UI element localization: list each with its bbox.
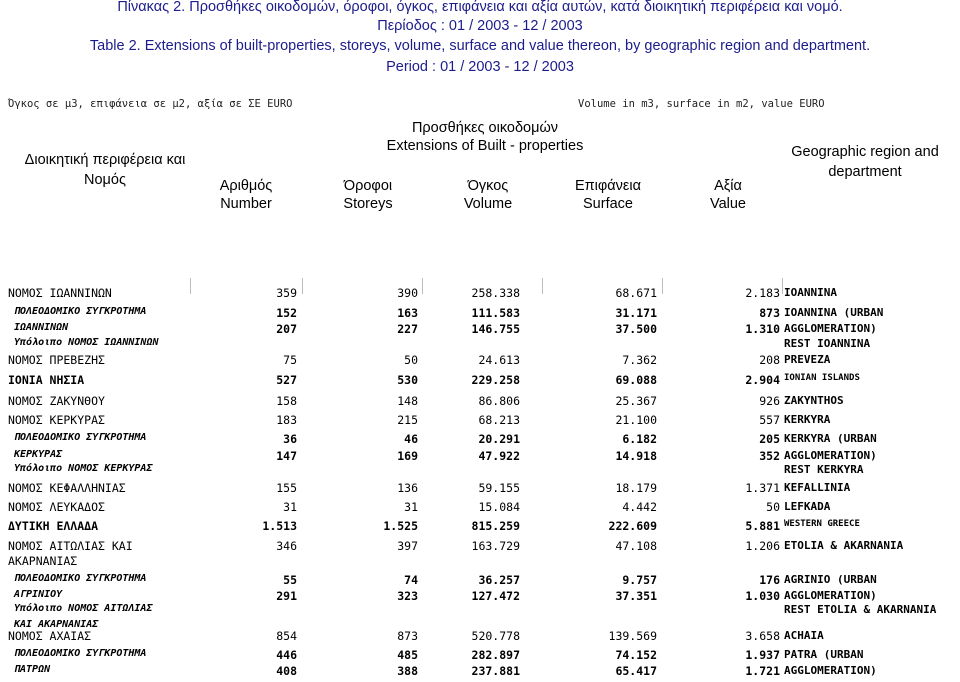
row-label-english: IOANNINA <box>784 286 837 299</box>
row-label: ΙΩΑΝΝΙΝΩΝ <box>14 322 69 333</box>
row-label: ΝΟΜΟΣ ΠΡΕΒΕΖΗΣ <box>8 353 105 367</box>
cell-value: 557 <box>759 413 780 427</box>
value-header-greek: Αξία <box>714 178 742 194</box>
row-label: Υπόλοιπο ΝΟΜΟΣ ΚΕΡΚΥΡΑΣ <box>14 463 153 474</box>
cell-number: 36 <box>283 432 297 446</box>
cell-number: 31 <box>283 500 297 514</box>
row-label-english: REST KERKYRA <box>784 463 864 476</box>
cell-value: 205 <box>759 432 780 446</box>
cell-volume: 36.257 <box>478 573 520 587</box>
cell-value: 5.881 <box>745 519 780 533</box>
cell-number: 291 <box>276 589 297 603</box>
cell-storeys: 136 <box>397 481 418 495</box>
table-row <box>0 432 960 450</box>
cell-number: 155 <box>276 481 297 495</box>
surface-header-english: Surface <box>583 196 633 212</box>
cell-number: 183 <box>276 413 297 427</box>
cell-surface: 139.569 <box>608 629 657 643</box>
cell-value: 3.658 <box>745 629 780 643</box>
cell-number: 854 <box>276 629 297 643</box>
cell-value: 1.937 <box>745 648 780 662</box>
cell-value: 926 <box>759 394 780 408</box>
row-label: ΔΥΤΙΚΗ ΕΛΛΑΔΑ <box>8 519 99 533</box>
period-greek: Περίοδος : 01 / 2003 - 12 / 2003 <box>377 18 583 34</box>
cell-volume: 520.778 <box>471 629 520 643</box>
cell-storeys: 50 <box>404 353 418 367</box>
cell-surface: 74.152 <box>615 648 657 662</box>
cell-value: 2.904 <box>745 373 780 387</box>
cell-volume: 47.922 <box>478 449 520 463</box>
cell-value: 176 <box>759 573 780 587</box>
row-label: ΠΑΤΡΩΝ <box>14 664 51 675</box>
table-row <box>0 394 960 412</box>
cell-number: 75 <box>283 353 297 367</box>
cell-surface: 37.351 <box>615 589 657 603</box>
cell-value: 50 <box>766 500 780 514</box>
cell-surface: 65.417 <box>615 664 657 678</box>
cell-storeys: 388 <box>397 664 418 678</box>
value-header-english: Value <box>709 196 746 212</box>
cell-volume: 146.755 <box>471 322 520 336</box>
row-label: ΠΟΛΕΟΔΟΜΙΚΟ ΣΥΓΚΡΟΤΗΜΑ <box>14 432 147 443</box>
row-label: ΠΟΛΕΟΔΟΜΙΚΟ ΣΥΓΚΡΟΤΗΜΑ <box>14 648 147 659</box>
cell-surface: 47.108 <box>615 539 657 553</box>
cell-surface: 25.367 <box>615 394 657 408</box>
row-label-english: KEFALLINIA <box>784 481 851 494</box>
cell-number: 346 <box>276 539 297 553</box>
volume-header-english: Volume <box>463 196 513 212</box>
row-label-english: PREVEZA <box>784 353 831 366</box>
cell-number: 207 <box>276 322 297 336</box>
row-label-english: AGRINIO (URBAN <box>784 573 877 586</box>
cell-storeys: 873 <box>397 629 418 643</box>
cell-number: 446 <box>276 648 297 662</box>
cell-volume: 24.613 <box>478 353 520 367</box>
cell-volume: 15.084 <box>478 500 520 514</box>
group-header-english: Extensions of Built - properties <box>386 138 584 154</box>
cell-volume: 127.472 <box>471 589 520 603</box>
cell-volume: 20.291 <box>478 432 520 446</box>
row-label-english: PATRA (URBAN <box>784 648 864 661</box>
row-label: ΝΟΜΟΣ ΖΑΚΥΝΘΟΥ <box>8 394 105 408</box>
table-row <box>0 373 960 391</box>
row-label-english: KERKYRA <box>784 413 831 426</box>
cell-number: 147 <box>276 449 297 463</box>
table-title-greek: Πίνακας 2. Προσθήκες οικοδομών, όροφοι, όγκος, επιφάνεια και αξία αυτών, κατά διοικητική περιφέρεια και νομό. <box>117 0 843 15</box>
cell-number: 359 <box>276 286 297 300</box>
cell-surface: 7.362 <box>622 353 657 367</box>
cell-volume: 59.155 <box>478 481 520 495</box>
storeys-header-greek: Όροφοι <box>343 178 393 194</box>
table-row <box>0 500 960 518</box>
row-label-english: AGGLOMERATION) <box>784 589 877 602</box>
cell-volume: 86.806 <box>478 394 520 408</box>
cell-storeys: 46 <box>404 432 418 446</box>
row-label: ΚΑΙ ΑΚΑΡΝΑΝΙΑΣ <box>14 619 99 630</box>
cell-volume: 815.259 <box>471 519 520 533</box>
units-note-greek: Όγκος σε μ3, επιφάνεια σε μ2, αξία σε ΣΕ EURO <box>8 98 293 110</box>
region-column-header: Διοικητική περιφέρεια και Νομός <box>24 152 186 188</box>
cell-storeys: 390 <box>397 286 418 300</box>
row-label-english: LEFKADA <box>784 500 831 513</box>
cell-volume: 229.258 <box>471 373 520 387</box>
cell-volume: 68.213 <box>478 413 520 427</box>
cell-surface: 14.918 <box>615 449 657 463</box>
number-header-greek: Αριθμός <box>219 178 273 194</box>
cell-surface: 4.442 <box>622 500 657 514</box>
cell-storeys: 169 <box>397 449 418 463</box>
row-label-english: AGGLOMERATION) <box>784 322 877 335</box>
cell-value: 352 <box>759 449 780 463</box>
row-label: ΝΟΜΟΣ ΛΕΥΚΑΔΟΣ <box>8 500 105 514</box>
cell-value: 1.206 <box>745 539 780 553</box>
row-label-english: IONIAN ISLANDS <box>784 373 860 383</box>
cell-surface: 31.171 <box>615 306 657 320</box>
row-label-english: WESTERN GREECE <box>784 519 860 529</box>
cell-storeys: 530 <box>397 373 418 387</box>
table-row <box>0 353 960 371</box>
cell-volume: 282.897 <box>471 648 520 662</box>
volume-header-greek: Όγκος <box>467 178 509 194</box>
cell-volume: 111.583 <box>471 306 520 320</box>
row-label: ΠΟΛΕΟΔΟΜΙΚΟ ΣΥΓΚΡΟΤΗΜΑ <box>14 306 147 317</box>
cell-storeys: 74 <box>404 573 418 587</box>
table-row <box>0 413 960 431</box>
cell-storeys: 1.525 <box>383 519 418 533</box>
cell-number: 527 <box>276 373 297 387</box>
row-label-english: ZAKYNTHOS <box>784 394 844 407</box>
row-label-english: IOANNINA (URBAN <box>784 306 884 319</box>
row-label: ΑΚΑΡΝΑΝΙΑΣ <box>8 554 78 568</box>
cell-surface: 222.609 <box>608 519 657 533</box>
row-label: ΑΓΡΙΝΙΟΥ <box>14 589 63 600</box>
cell-number: 158 <box>276 394 297 408</box>
cell-value: 1.310 <box>745 322 780 336</box>
table-row <box>0 629 960 647</box>
cell-surface: 21.100 <box>615 413 657 427</box>
cell-storeys: 148 <box>397 394 418 408</box>
cell-value: 1.721 <box>745 664 780 678</box>
row-label-english: AGGLOMERATION) <box>784 449 877 462</box>
cell-storeys: 163 <box>397 306 418 320</box>
cell-number: 1.513 <box>262 519 297 533</box>
table-row <box>0 554 960 572</box>
row-label: Υπόλοιπο ΝΟΜΟΣ ΙΩΑΝΝΙΝΩΝ <box>14 337 159 348</box>
cell-value: 1.030 <box>745 589 780 603</box>
cell-value: 208 <box>759 353 780 367</box>
period-english: Period : 01 / 2003 - 12 / 2003 <box>386 59 574 75</box>
table-row <box>0 286 960 304</box>
cell-surface: 68.671 <box>615 286 657 300</box>
cell-volume: 163.729 <box>471 539 520 553</box>
cell-volume: 258.338 <box>471 286 520 300</box>
cell-value: 873 <box>759 306 780 320</box>
cell-storeys: 323 <box>397 589 418 603</box>
cell-storeys: 31 <box>404 500 418 514</box>
row-label: ΚΕΡΚΥΡΑΣ <box>14 449 63 460</box>
row-label: ΝΟΜΟΣ ΑΧΑΙΑΣ <box>8 629 92 643</box>
cell-number: 408 <box>276 664 297 678</box>
surface-header-greek: Επιφάνεια <box>574 178 641 194</box>
cell-storeys: 397 <box>397 539 418 553</box>
cell-storeys: 485 <box>397 648 418 662</box>
cell-value: 2.183 <box>745 286 780 300</box>
row-label-english: AGGLOMERATION) <box>784 664 877 677</box>
table-row <box>0 519 960 537</box>
cell-value: 1.371 <box>745 481 780 495</box>
geo-region-column-header: Geographic region and department <box>791 144 939 180</box>
table-title-english: Table 2. Extensions of built-properties, storeys, volume, surface and value thereon, by geographic region and department. <box>89 38 871 54</box>
storeys-header-english: Storeys <box>343 196 393 212</box>
row-label: Υπόλοιπο ΝΟΜΟΣ ΑΙΤΩΛΙΑΣ <box>14 603 153 614</box>
row-label: ΙΟΝΙΑ ΝΗΣΙΑ <box>8 373 85 387</box>
row-label-english: ACHAIA <box>784 629 824 642</box>
cell-surface: 18.179 <box>615 481 657 495</box>
row-label: ΝΟΜΟΣ ΑΙΤΩΛΙΑΣ ΚΑΙ <box>8 539 133 553</box>
units-note-english: Volume in m3, surface in m2, value EURO <box>578 98 825 110</box>
cell-surface: 6.182 <box>622 432 657 446</box>
cell-number: 152 <box>276 306 297 320</box>
cell-storeys: 227 <box>397 322 418 336</box>
row-label: ΝΟΜΟΣ ΙΩΑΝΝΙΝΩΝ <box>8 286 112 300</box>
row-label: ΠΟΛΕΟΔΟΜΙΚΟ ΣΥΓΚΡΟΤΗΜΑ <box>14 573 147 584</box>
cell-surface: 37.500 <box>615 322 657 336</box>
cell-surface: 69.088 <box>615 373 657 387</box>
row-label: ΝΟΜΟΣ ΚΕΦΑΛΛΗΝΙΑΣ <box>8 481 126 495</box>
cell-storeys: 215 <box>397 413 418 427</box>
row-label-english: REST ETOLIA & AKARNANIA <box>784 603 937 616</box>
table-row <box>0 664 960 682</box>
cell-number: 55 <box>283 573 297 587</box>
row-label: ΝΟΜΟΣ ΚΕΡΚΥΡΑΣ <box>8 413 105 427</box>
cell-volume: 237.881 <box>471 664 520 678</box>
row-label-english: ETOLIA & AKARNANIA <box>784 539 904 552</box>
table-row <box>0 463 960 481</box>
table-row <box>0 481 960 499</box>
cell-surface: 9.757 <box>622 573 657 587</box>
group-header-greek: Προσθήκες οικοδομών <box>411 120 559 136</box>
row-label-english: KERKYRA (URBAN <box>784 432 877 445</box>
number-header-english: Number <box>220 196 272 212</box>
row-label-english: REST IOANNINA <box>784 337 871 350</box>
